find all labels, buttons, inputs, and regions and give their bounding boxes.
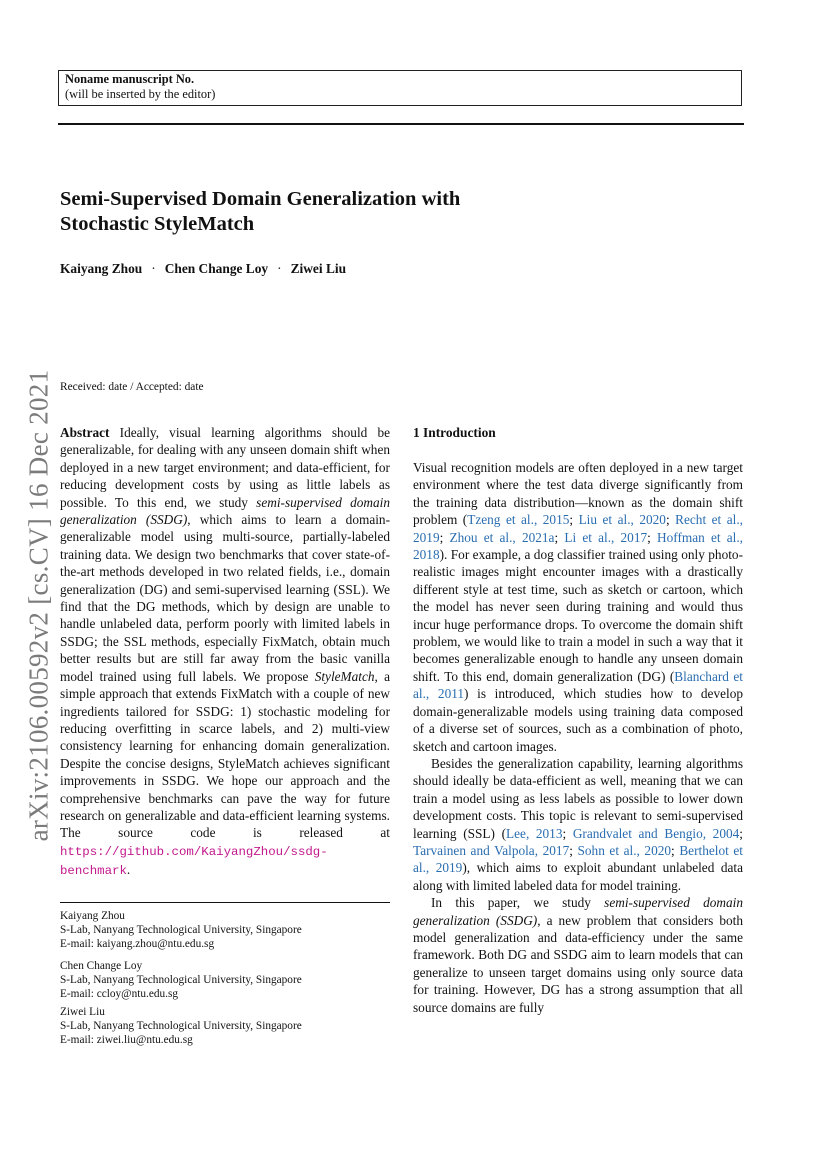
stylematch-term: StyleMatch (314, 668, 375, 684)
affiliation-rule (60, 902, 390, 903)
author-separator: · (277, 261, 282, 276)
affiliation-block (60, 909, 390, 951)
author-list (60, 261, 346, 277)
arxiv-identifier: arXiv:2106.00592v2 [cs.CV] 16 Dec 2021 (23, 369, 54, 841)
affiliation-email: E-mail: ccloy@ntu.edu.sg (60, 988, 179, 1000)
ssdg-term: semi-supervised domain generalization (SSDG) (60, 494, 390, 528)
paper-title (60, 187, 680, 237)
manuscript-editor-note: (will be inserted by the editor) (65, 87, 216, 101)
affiliation-name: Chen Change Loy (60, 960, 143, 972)
introduction-body (413, 459, 743, 1016)
author-name: Ziwei Liu (290, 261, 347, 276)
citation-link[interactable]: Zhou et al., 2021a (449, 529, 555, 545)
citation-link[interactable]: Tzeng et al., 2015 (467, 512, 570, 528)
ssdg-term: semi-supervised domain generalization (SSDG) (413, 895, 743, 928)
author-name: Kaiyang Zhou (60, 261, 143, 276)
intro-paragraph-2: Besides the generalization capability, learning algorithms should ideally be data-efficient as well, meaning that we can train a model using as less labels as possible to lower down development costs. This topic is relevant to semi-supervised learning (SSL) (Lee, 2013; Grandvalet and Bengio, 2004; Tarvainen and Valpola, 2017; Sohn et al., 2020; Berthelot et al., 2019), which aims to exploit abundant unlabeled data along with limited labeled data for model training. (413, 755, 743, 893)
intro-paragraph-1: Visual recognition models are often deployed in a new target environment where the test data diverge significantly from the training data distribution—known as the domain shift problem (Tzeng et al., 2015; Liu et al., 2020; Recht et al., 2019; Zhou et al., 2021a; Li et al., 2017; Hoffman et al., 2018). For example, a dog classifier trained using only photo-realistic images might encounter images with a drastically different style at test time, such as sketch or cartoon, which the model has never seen during training and would thus incur huge performance drops. To overcome the domain shift problem, we would like to train a model in such a way that it becomes generalizable enough to handle any unseen domain shift. To this end, domain generalization (DG) (Blanchard et al., 2011) is introduced, which studies how to develop domain-generalizable models using training data composed of a diverse set of sources, such as a combination of photo, sketch and cartoon images. (413, 460, 743, 754)
header-rule (58, 123, 744, 125)
citation-link[interactable]: Tarvainen and Valpola, 2017 (413, 842, 570, 858)
manuscript-number-box (58, 70, 742, 106)
citation-link[interactable]: Blanchard et al., 2011 (413, 668, 743, 702)
affiliation-org: S-Lab, Nanyang Technological University, Singapore (60, 1020, 302, 1032)
affiliation-email: E-mail: ziwei.liu@ntu.edu.sg (60, 1034, 193, 1046)
affiliation-name: Kaiyang Zhou (60, 910, 125, 922)
citation-link[interactable]: Lee, 2013 (506, 825, 563, 841)
source-code-link[interactable]: https://github.com/KaiyangZhou/ssdg-benchmark (60, 844, 328, 879)
affiliation-org: S-Lab, Nanyang Technological University, Singapore (60, 974, 302, 986)
citation-link[interactable]: Recht et al., 2019 (413, 512, 743, 545)
abstract (60, 424, 390, 881)
abstract-paragraph: Abstract Ideally, visual learning algorithms should be generalizable, for dealing with any unseen domain shift when deployed in a new target environment; and data-efficient, for reducing development costs by using as little labels as possible. To this end, we study semi-supervised domain generalization (SSDG), which aims to learn a domain-generalizable model using multi-source, partially-labeled training data. We design two benchmarks that cover state-of-the-art methods developed in two related fields, i.e., domain generalization (DG) and semi-supervised learning (SSL). We find that the DG methods, which by design are unable to handle unlabeled data, perform poorly with limited labels in SSDG; the SSL methods, especially FixMatch, obtain much better results but are still far away from the basic vanilla model trained using full labels. We propose StyleMatch, a simple approach that extends FixMatch with a couple of new ingredients tailored for SSDG: 1) stochastic modeling for reducing overfitting in scarce labels, and 2) multi-view consistency learning for enhancing domain generalization. Despite the concise designs, StyleMatch achieves significant improvements in SSDG. We hope our approach and the comprehensive benchmarks can pave the way for future research on generalizable and data-efficient learning systems. The source code is released at https://github.com/KaiyangZhou/ssdg-benchmark. (60, 425, 390, 879)
citation-link[interactable]: Berthelot et al., 2019 (413, 842, 743, 876)
title-line-1: Semi-Supervised Domain Generalization with (60, 188, 461, 210)
author-separator: · (151, 261, 156, 276)
affiliation-block (60, 1005, 390, 1047)
arxiv-sidebar-stamp (19, 362, 59, 848)
citation-link[interactable]: Hoffman et al., 2018 (413, 529, 743, 563)
manuscript-number-label: Noname manuscript No. (65, 72, 195, 86)
affiliation-email: E-mail: kaiyang.zhou@ntu.edu.sg (60, 938, 215, 950)
citation-link[interactable]: Grandvalet and Bengio, 2004 (572, 825, 740, 841)
affiliation-block (60, 959, 390, 1001)
affiliation-name: Ziwei Liu (60, 1006, 105, 1018)
citation-link[interactable]: Sohn et al., 2020 (577, 842, 672, 858)
citation-link[interactable]: Liu et al., 2020 (578, 512, 666, 528)
author-name: Chen Change Loy (164, 261, 269, 276)
abstract-heading: Abstract (60, 425, 110, 440)
received-accepted-line: Received: date / Accepted: date (60, 381, 204, 393)
section-heading-introduction: 1 Introduction (413, 425, 496, 440)
title-line-2: Stochastic StyleMatch (60, 213, 255, 235)
intro-paragraph-3: In this paper, we study semi-supervised domain generalization (SSDG), a new problem that considers both model generalization and data-efficiency under the same framework. Both DG and SSDG aim to learn models that can generalize to unseen target domains using only source data for training. However, DG has a strong assumption that all source domains are fully (413, 895, 743, 1015)
citation-link[interactable]: Li et al., 2017 (564, 529, 648, 545)
affiliation-org: S-Lab, Nanyang Technological University, Singapore (60, 924, 302, 936)
